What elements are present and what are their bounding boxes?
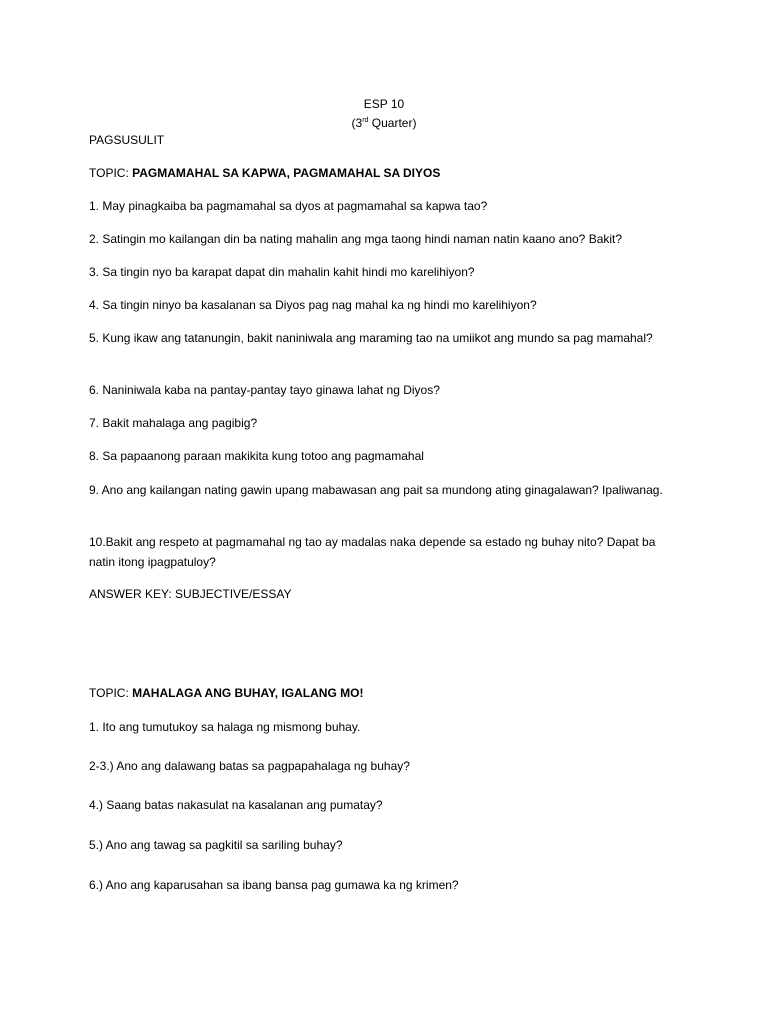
topic2-question: 5.) Ano ang tawag sa pagkitil sa sariling buhay? — [89, 838, 343, 852]
topic1-question: 4. Sa tingin ninyo ba kasalanan sa Diyos pag nag mahal ka ng hindi mo karelihiyon? — [89, 298, 537, 312]
section-label: PAGSUSULIT — [89, 133, 165, 147]
topic1-question: 7. Bakit mahalaga ang pagibig? — [89, 416, 258, 430]
topic1-question: 10.Bakit ang respeto at pagmamahal ng tao ay madalas naka depende sa estado ng buhay nito? Dapat ba natin itong ipagpatuloy? — [89, 535, 656, 569]
topic1-question: 8. Sa papaanong paraan makikita kung totoo ang pagmamahal — [89, 449, 424, 463]
topic2-question: 6.) Ano ang kaparusahan sa ibang bansa pag gumawa ka ng krimen? — [89, 878, 459, 892]
topic1-question: 1. May pinagkaiba ba pagmamahal sa dyos at pagmamahal sa kapwa tao? — [89, 199, 488, 213]
document-header — [0, 95, 768, 133]
topic1-question: 9. Ano ang kailangan nating gawin upang mabawasan ang pait sa mundong ating ginagalawan? Ipaliwanag. — [89, 483, 663, 497]
topic2-question: 4.) Saang batas nakasulat na kasalanan ang pumatay? — [89, 798, 383, 812]
topic1-question: 2. Satingin mo kailangan din ba nating mahalin ang mga taong hindi naman natin kaano ano? Bakit? — [89, 232, 623, 246]
topic1-question: 3. Sa tingin nyo ba karapat dapat din mahalin kahit hindi mo karelihiyon? — [89, 265, 475, 279]
topic1-question: 5. Kung ikaw ang tatanungin, bakit naniniwala ang maraming tao na umiikot ang mundo sa pag mamahal? — [89, 331, 653, 345]
quarter-suffix: Quarter) — [368, 116, 417, 130]
topic2-title: MAHALAGA ANG BUHAY, IGALANG MO! — [132, 686, 364, 700]
topic2-question: 2-3.) Ano ang dalawang batas sa pagpapahalaga ng buhay? — [89, 759, 410, 773]
subject-title: ESP 10 — [363, 97, 405, 111]
topic2-prefix: TOPIC: — [89, 686, 133, 700]
topic1-prefix: TOPIC: — [89, 166, 133, 180]
quarter-prefix: (3 — [351, 116, 363, 130]
topic2-question: 1. Ito ang tumutukoy sa halaga ng mismong buhay. — [89, 720, 361, 734]
quarter-superscript: rd — [362, 117, 369, 124]
answer-key: ANSWER KEY: SUBJECTIVE/ESSAY — [89, 587, 292, 601]
topic1-question: 6. Naniniwala kaba na pantay-pantay tayo ginawa lahat ng Diyos? — [89, 383, 440, 397]
topic1-heading — [89, 165, 440, 181]
quarter-label — [0, 114, 768, 133]
topic2-heading — [89, 685, 363, 701]
topic1-title: PAGMAMAHAL SA KAPWA, PAGMAMAHAL SA DIYOS — [132, 166, 441, 180]
